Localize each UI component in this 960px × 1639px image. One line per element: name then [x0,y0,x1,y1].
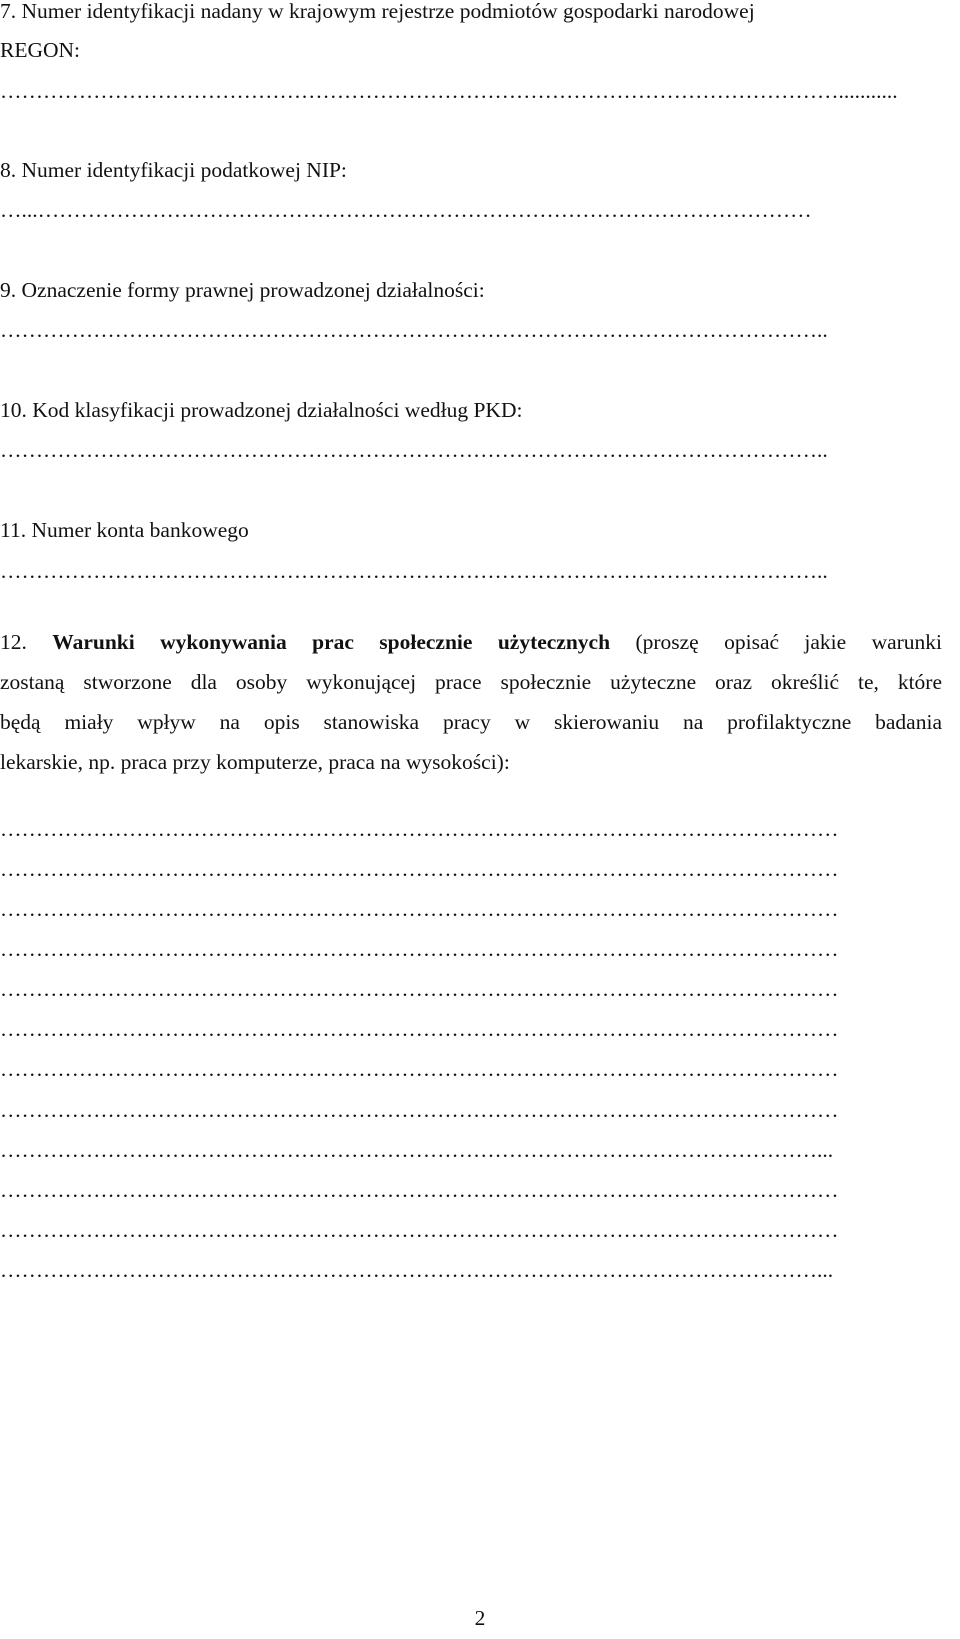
section-12-title: Warunki wykonywania prac społecznie użytecznych [52,630,611,654]
section-12-fill-line: ……………………………………………………………………………………………………… [0,977,839,1001]
section-12-fill-line: ……………………………………………………………………………………………………… [0,1218,839,1242]
section-12-fill-line: ……………………………………………………………………………………………………… [0,1017,839,1041]
section-12-fill-line: ……………………………………………………………………………………………………… [0,937,839,961]
section-12-fill-line: ……………………………………………………………………………………………………… [0,897,839,921]
section-12-fill-line: ……………………………………………………………………………………………………… [0,1057,839,1081]
section-8-label: 8. Numer identyfikacji podatkowej NIP: [0,158,347,182]
section-12-fill-line: ……………………………………………………………………………………………………… [0,1178,839,1202]
section-12-description-line-3: będą miały wpływ na opis stanowiska pracy w skierowaniu na profilaktyczne badania [0,710,942,734]
section-7-label: 7. Numer identyfikacji nadany w krajowym rejestrze podmiotów gospodarki narodowej [0,0,755,23]
section-7-fill-line: ………………………………………………………………………………………………………........... [0,79,898,103]
section-10-label: 10. Kod klasyfikacji prowadzonej działalności według PKD: [0,398,523,422]
section-12-fill-line: ……………………………………………………………………………………………………… [0,817,839,841]
section-11-fill-line: …………………………………………………………………………………………………….. [0,559,828,583]
section-12-fill-line: ……………………………………………………………………………………………………… [0,857,839,881]
section-12-number: 12. [0,630,27,654]
section-12-heading-line [0,629,942,655]
section-12-fill-line: ……………………………………………………………………………………………………… [0,1098,839,1122]
section-11-label: 11. Numer konta bankowego [0,518,249,542]
section-12-fill-line: ……………………………………………………………………………………………………... [0,1138,834,1162]
section-10-fill-line: …………………………………………………………………………………………………….. [0,438,828,462]
section-12-fill-line: ……………………………………………………………………………………………………... [0,1258,834,1282]
section-9-label: 9. Oznaczenie formy prawnej prowadzonej działalności: [0,278,485,302]
section-7-label-cont: REGON: [0,38,81,62]
section-8-fill-line: …...……………………………………………………………………………………………… [0,198,812,222]
section-9-fill-line: …………………………………………………………………………………………………….. [0,318,828,342]
section-12-description-line-4: lekarskie, np. praca przy komputerze, praca na wysokości): [0,750,510,774]
section-12-description-start: (proszę opisać jakie warunki [635,630,942,654]
section-12-description-line-2: zostaną stworzone dla osoby wykonującej prace społecznie użyteczne oraz określić te, które [0,670,942,694]
page-number: 2 [474,1606,486,1630]
